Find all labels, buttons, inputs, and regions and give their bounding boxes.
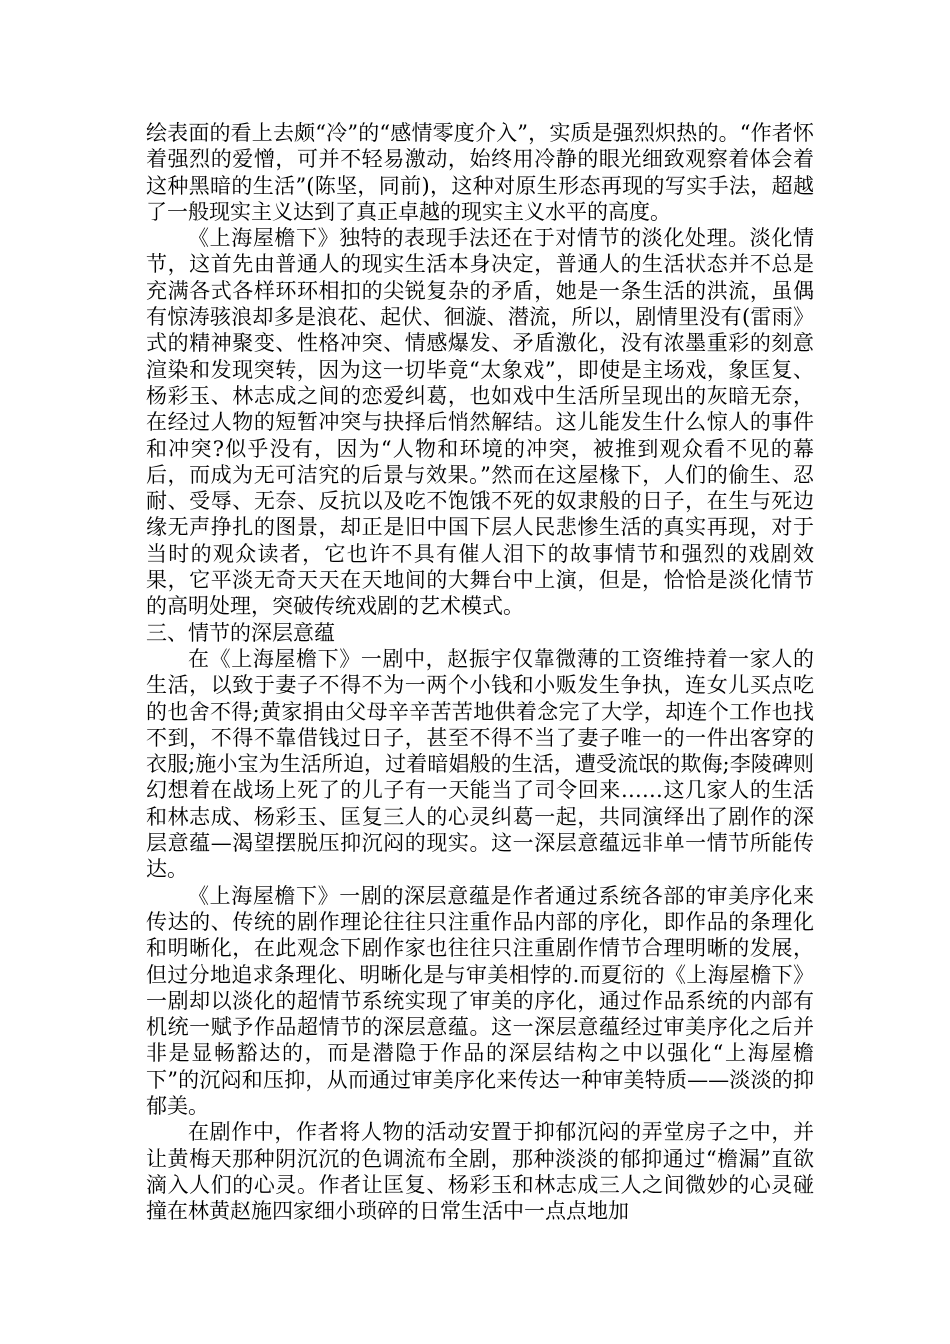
- body-text: [146, 120, 814, 1224]
- paragraph-families-life: 在《上海屋檐下》一剧中，赵振宇仅靠微薄的工资维持着一家人的生活，以致于妻子不得不为一两个小钱和小贩发生争执，连女儿买点吃的也舍不得;黄家捐由父母辛辛苦苦地供着念完了大学，却连个工作也找不到，不得不靠借钱过日子，甚至不得不当了妻子唯一的一件出客穿的衣服;施小宝为生活所迫，过着暗娼般的生活，遭受流氓的欺侮;李陵碑则幻想着在战场上死了的儿子有一天能当了司令回来……这几家人的生活和林志成、杨彩玉、匡复三人的心灵纠葛一起，共同演绎出了剧作的深层意蕴—渴望摆脱压抑沉闷的现实。这一深层意蕴远非单一情节所能传达。: [146, 646, 814, 882]
- section-heading: 三、情节的深层意蕴: [146, 620, 335, 645]
- paragraph-aesthetic-ordering: 《上海屋檐下》一剧的深层意蕴是作者通过系统各部的审美序化来传达的、传统的剧作理论往往只注重作品内部的序化，即作品的条理化和明晰化，在此观念下剧作家也往往只注重剧作情节合理明晰的发展，但过分地追求条理化、明晰化是与审美相悖的.而夏衍的《上海屋檐下》一剧却以淡化的超情节系统实现了审美的序化，通过作品系统的内部有机统一赋予作品超情节的深层意蕴。这一深层意蕴经过审美序化之后并非是显畅豁达的，而是潜隐于作品的深层结构之中以强化“上海屋檐下”的沉闷和压抑，从而通过审美序化来传达一种审美特质——淡淡的抑郁美。: [146, 883, 814, 1118]
- paragraph-continuation: 绘表面的看上去颇“冷”的“感情零度介入”，实质是强烈炽热的。“作者怀着强烈的爱憎，可并不轻易激动，始终用冷静的眼光细致观察着体会着这种黑暗的生活”(陈坚，同前)，这种对原生形态再现的写实手法，超越了一般现实主义达到了真正卓越的现实主义水平的高度。: [146, 121, 814, 224]
- paragraph-setting-mood: 在剧作中，作者将人物的活动安置于抑郁沉闷的弄堂房子之中，并让黄梅天那种阴沉沉的色调流布全剧，那种淡淡的郁抑通过“檐漏”直欲滴入人们的心灵。作者让匡复、杨彩玉和林志成三人之间微妙的心灵碰撞在林黄赵施四家细小琐碎的日常生活中一点点地加: [146, 1120, 814, 1224]
- paragraph-plot-dilution: 《上海屋檐下》独特的表现手法还在于对情节的淡化处理。淡化情节，这首先由普通人的现实生活本身决定，普通人的生活状态并不总是充满各式各样环环相扣的尖锐复杂的矛盾，她是一条生活的洪流，虽偶有惊涛骇浪却多是浪花、起伏、徊漩、潜流，所以，剧情里没有(雷雨》式的精神聚变、性格冲突、情感爆发、矛盾激化，没有浓墨重彩的刻意渲染和发现突转，因为这一切毕竟“太象戏”，即使是主场戏，象匡复、杨彩玉、林志成之间的恋爱纠葛，也如戏中生活所呈现出的灰暗无奈，在经过人物的短暂冲突与抉择后悄然解结。这儿能发生什么惊人的事件和冲突?似乎没有，因为“人物和环境的冲突，被推到观众看不见的幕后，而成为无可洁究的后景与效果。”然而在这屋椽下，人们的偷生、忍耐、受辱、无奈、反抗以及吃不饱饿不死的奴隶般的日子，在生与死边缘无声挣扎的图景，却正是旧中国下层人民悲惨生活的真实再现，对于当时的观众读者，它也许不具有催人泪下的故事情节和强烈的戏剧效果，它平淡无奇天天在天地间的大舞台中上演，但是，恰恰是淡化情节的高明处理，突破传统戏剧的艺术模式。: [146, 226, 814, 619]
